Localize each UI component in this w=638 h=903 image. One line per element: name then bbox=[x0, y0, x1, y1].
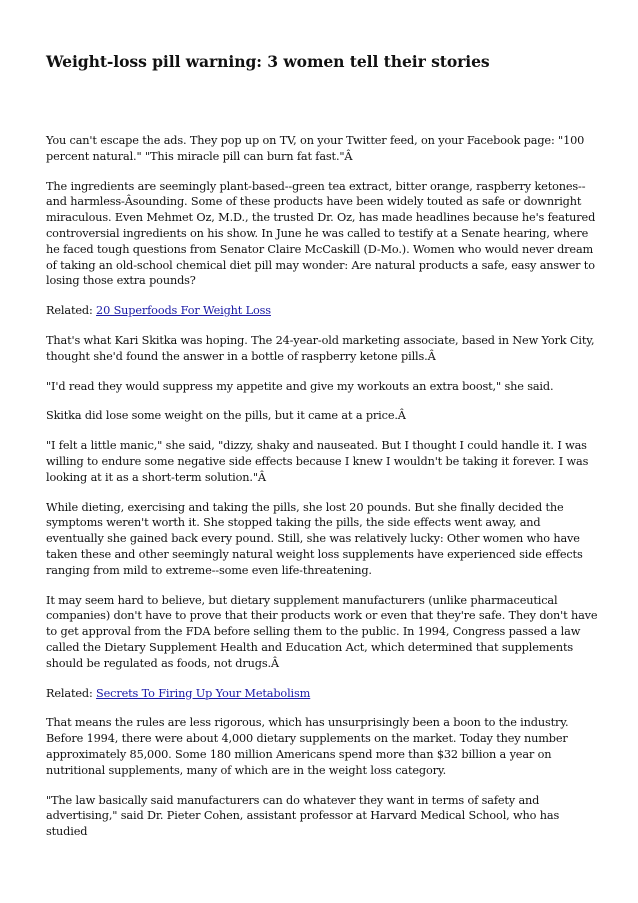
paragraph-quote-appetite: "I'd read they would suppress my appetite and give my workouts an extra boost," she said. bbox=[46, 379, 554, 393]
paragraph-regulation: It may seem hard to believe, but dietary supplement manufacturers (unlike pharmaceutical companies) don't have to prove that their products work or even that they're safe. They don't have to get approval from the FDA before selling them to the public. In 1994, Congress passed a law called the Dietary Supplement Health and Education Act, which determined that supplements should be regulated as foods, not drugs.Â bbox=[46, 593, 598, 670]
related-link-metabolism[interactable]: Secrets To Firing Up Your Metabolism bbox=[96, 686, 311, 700]
paragraph-dieting: While dieting, exercising and taking the pills, she lost 20 pounds. But she finally decided the symptoms weren't worth it. She stopped taking the pills, the side effects went away, and eventually she gained back every pound. Still, she was relatively lucky: Other women who have taken these and other seemingly natural weight loss supplements have experienced side effects ranging from mild to extreme--some even life-threatening. bbox=[46, 500, 583, 577]
related-link-superfoods[interactable]: 20 Superfoods For Weight Loss bbox=[96, 304, 271, 318]
article-title: Weight-loss pill warning: 3 women tell their stories bbox=[46, 52, 490, 71]
paragraph-quote-manic: "I felt a little manic," she said, "dizzy, shaky and nauseated. But I thought I could handle it. I was willing to endure some negative side effects because I knew I wouldn't be taking it forever. I was looking at it as a short-term solution."Â bbox=[46, 439, 589, 484]
paragraph-ingredients: The ingredients are seemingly plant-based--green tea extract, bitter orange, raspberry ketones--and harmless-Âsounding. Some of these products have been widely touted as safe or downright miraculous. Even Mehmet Oz, M.D., the trusted Dr. Oz, has made headlines because he's featured controversial ingredients on his show. In June he was called to testify at a Senate hearing, where he faced tough questions from Senator Claire McCaskill (D-Mo.). Women who would never dream of taking an old-school chemical diet pill may wonder: Are natural products a safe, easy answer to losing those extra pounds? bbox=[46, 179, 596, 288]
document-page bbox=[46, 0, 598, 854]
paragraph-intro: You can't escape the ads. They pop up on TV, on your Twitter feed, on your Facebook page: "100 percent natural." "This miracle pill can burn fat fast."Â bbox=[46, 134, 585, 163]
related-prefix-1: Related: bbox=[46, 304, 97, 318]
paragraph-industry: That means the rules are less rigorous, which has unsurprisingly been a boon to the industry. Before 1994, there were about 4,000 dietary supplements on the market. Today they number approximately 85,000. Some 180 million Americans spend more than $32 billion a year on nutritional supplements, many of which are in the weight loss category. bbox=[46, 716, 569, 777]
related-line-1 bbox=[46, 303, 598, 319]
paragraph-price: Skitka did lose some weight on the pills, but it came at a price.Â bbox=[46, 409, 406, 423]
related-line-2 bbox=[46, 686, 598, 702]
paragraph-cohen-quote: "The law basically said manufacturers can do whatever they want in terms of safety and advertising," said Dr. Pieter Cohen, assistant professor at Harvard Medical School, who has studied bbox=[46, 793, 560, 839]
related-prefix-2: Related: bbox=[46, 686, 97, 700]
article-body bbox=[46, 133, 598, 840]
paragraph-skitka-hoping: That's what Kari Skitka was hoping. The 24-year-old marketing associate, based in New York City, thought she'd found the answer in a bottle of raspberry ketone pills.Â bbox=[46, 333, 595, 363]
